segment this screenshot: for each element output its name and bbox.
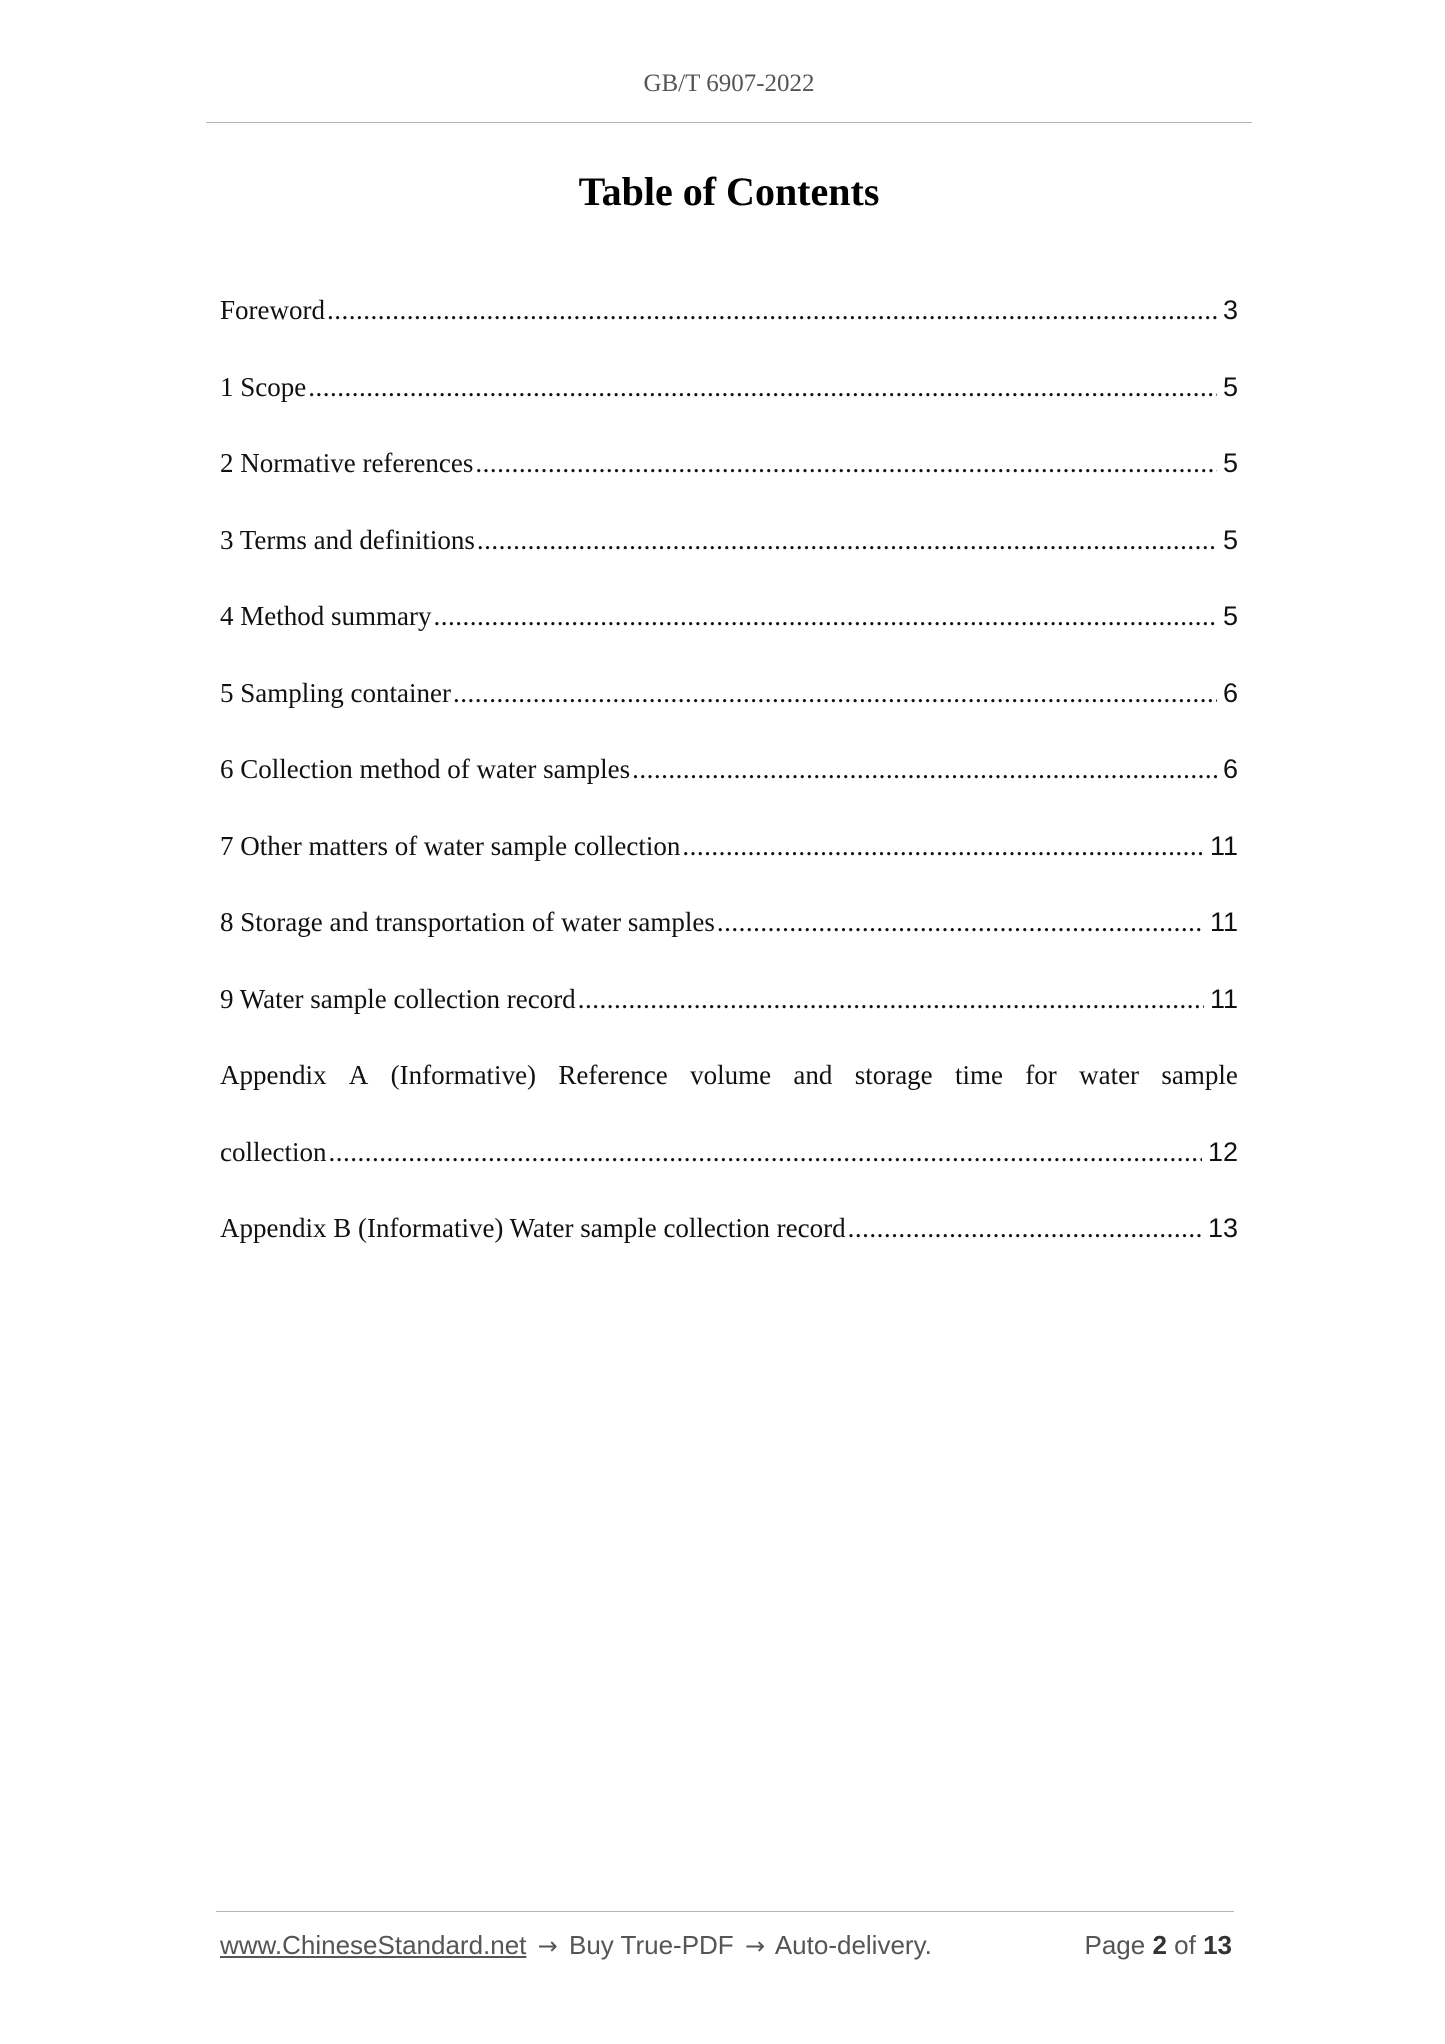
total-pages-number: 13	[1203, 1930, 1232, 1960]
arrow-right-icon: →	[744, 1932, 766, 1960]
toc-entry-method-summary[interactable]	[220, 594, 1238, 671]
dot-leader	[328, 1130, 1201, 1174]
toc-entry-label	[220, 1053, 1238, 1097]
toc-entry-label: 3 Terms and definitions	[220, 524, 475, 555]
toc-entry-label: 8 Storage and transportation of water samples	[220, 907, 715, 937]
dot-leader	[475, 441, 1217, 485]
toc-entry-label: 6 Collection method of water samples	[220, 754, 631, 784]
toc-word: Reference	[558, 1060, 668, 1090]
of-label: of	[1174, 1930, 1196, 1960]
toc-entry-page: 5	[1222, 601, 1238, 631]
toc-entry-label: 5 Sampling container	[220, 677, 451, 708]
toc-entry-sampling-container[interactable]	[220, 671, 1238, 748]
toc-entry-label: Appendix B (Informative) Water sample collection record	[220, 1213, 846, 1243]
website-link[interactable]: www.ChineseStandard.net	[220, 1930, 527, 1960]
page-title: Table of Contents	[578, 169, 880, 214]
toc-entry-appendix-a-line1[interactable]	[220, 1053, 1238, 1130]
toc-word: water	[1079, 1060, 1140, 1090]
dot-leader	[717, 900, 1204, 944]
toc-entry-page: 12	[1207, 1136, 1238, 1167]
toc-entry-page: 11	[1209, 830, 1238, 861]
toc-word: time	[954, 1060, 1003, 1090]
toc-entry-scope[interactable]	[220, 365, 1238, 442]
toc-word: volume	[690, 1060, 772, 1090]
toc-entry-label: 7 Other matters of water sample collection	[220, 830, 681, 861]
toc-word: and	[793, 1060, 833, 1090]
current-page-number: 2	[1152, 1930, 1167, 1960]
dot-leader	[682, 824, 1204, 868]
toc-entry-page: 6	[1222, 677, 1238, 708]
dot-leader	[433, 594, 1216, 638]
toc-entry-terms-and-definitions[interactable]	[220, 518, 1238, 595]
dot-leader	[453, 671, 1217, 715]
toc-entry-page: 11	[1209, 907, 1238, 937]
footer-divider	[216, 1911, 1234, 1912]
dot-leader	[632, 747, 1217, 791]
dot-leader	[848, 1206, 1202, 1250]
toc-entry-other-matters[interactable]	[220, 824, 1238, 901]
toc-entry-page: 5	[1222, 448, 1238, 478]
toc-entry-label: 9 Water sample collection record	[220, 983, 576, 1014]
toc-entry-label: Foreword	[220, 295, 325, 325]
toc-entry-label: 1 Scope	[220, 371, 307, 402]
toc-entry-normative-references[interactable]	[220, 441, 1238, 518]
dot-leader	[578, 977, 1204, 1021]
toc-entry-page: 13	[1207, 1213, 1238, 1243]
toc-entry-collection-method[interactable]	[220, 747, 1238, 824]
arrow-right-icon: →	[537, 1932, 558, 1960]
dot-leader	[327, 288, 1217, 332]
toc-entry-collection-record[interactable]	[220, 977, 1238, 1054]
buy-text: Buy True-PDF	[568, 1930, 734, 1960]
toc-entry-page: 5	[1222, 371, 1238, 402]
toc-word: (Informative)	[390, 1060, 537, 1090]
toc-word: Appendix	[220, 1060, 327, 1090]
toc-word: storage	[854, 1060, 933, 1090]
header-divider	[206, 122, 1252, 123]
toc-entry-page: 11	[1209, 983, 1238, 1014]
toc-entry-label: 4 Method summary	[220, 601, 432, 631]
toc-entry-appendix-a-line2[interactable]	[220, 1130, 1238, 1207]
toc-entry-page: 5	[1222, 524, 1238, 555]
dot-leader	[308, 365, 1217, 409]
toc-entry-label: collection	[220, 1136, 327, 1167]
table-of-contents	[220, 288, 1238, 1283]
toc-entry-label: 2 Normative references	[220, 448, 474, 478]
toc-entry-storage-transportation[interactable]	[220, 900, 1238, 977]
footer-promo	[220, 1930, 932, 1961]
toc-entry-foreword[interactable]	[220, 288, 1238, 365]
document-header	[206, 70, 1252, 98]
doc-id: GB/T 6907-2022	[643, 70, 815, 97]
toc-word: for	[1025, 1060, 1057, 1090]
toc-entry-appendix-b[interactable]	[220, 1206, 1238, 1283]
toc-word: sample	[1161, 1060, 1238, 1090]
page-footer	[220, 1930, 1232, 1961]
toc-word: A	[348, 1060, 369, 1090]
dot-leader	[477, 518, 1217, 562]
toc-entry-page: 6	[1222, 754, 1238, 784]
page-indicator	[1084, 1930, 1232, 1961]
delivery-text: Auto-delivery.	[774, 1930, 932, 1960]
page-label: Page	[1084, 1930, 1146, 1960]
toc-entry-page: 3	[1222, 295, 1238, 325]
